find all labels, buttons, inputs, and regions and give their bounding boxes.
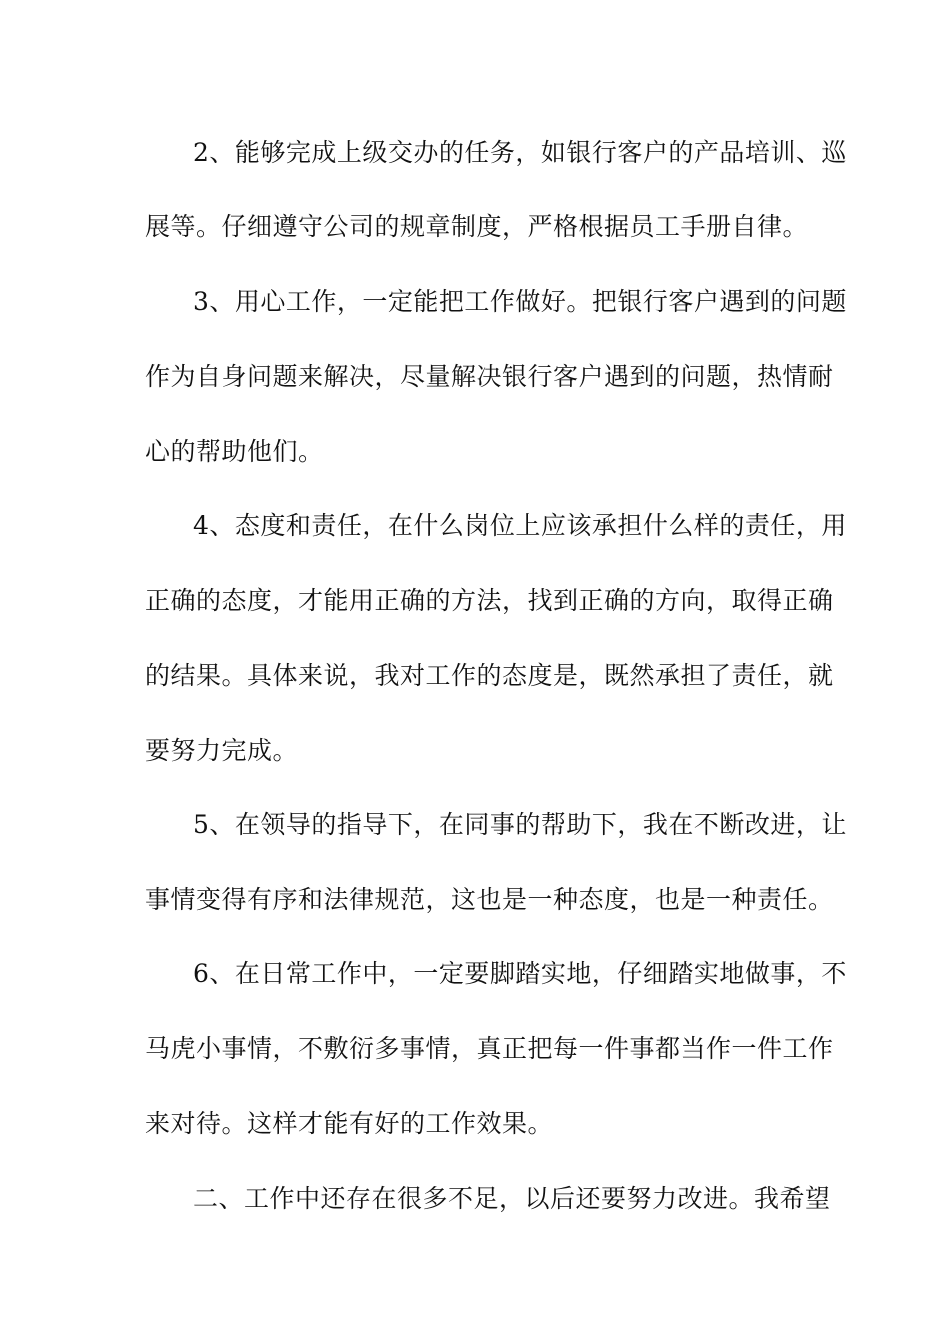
paragraph-line: 要努力完成。 [145,736,299,765]
paragraph-line: 马虎小事情，不敷衍多事情，真正把每一件事都当作一件工作 [145,1034,834,1063]
paragraph-line: 正确的态度，才能用正确的方法，找到正确的方向，取得正确 [145,586,834,615]
paragraph-line: 5、在领导的指导下，在同事的帮助下，我在不断改进，让 [193,810,847,839]
paragraph-line: 2、能够完成上级交办的任务，如银行客户的产品培训、巡 [193,138,847,167]
paragraph-line: 展等。仔细遵守公司的规章制度，严格根据员工手册自律。 [145,212,809,241]
paragraph-line: 4、态度和责任，在什么岗位上应该承担什么样的责任，用 [193,511,847,540]
paragraph-line: 来对待。这样才能有好的工作效果。 [145,1109,554,1138]
paragraph-line: 事情变得有序和法律规范，这也是一种态度，也是一种责任。 [145,885,834,914]
paragraph-line: 3、用心工作，一定能把工作做好。把银行客户遇到的问题 [193,287,847,316]
paragraph-line: 的结果。具体来说，我对工作的态度是，既然承担了责任，就 [145,661,834,690]
paragraph-line: 二、工作中还存在很多不足，以后还要努力改进。我希望 [193,1184,831,1213]
paragraph-line: 心的帮助他们。 [145,437,324,466]
paragraph-line: 作为自身问题来解决，尽量解决银行客户遇到的问题，热情耐 [145,362,834,391]
paragraph-line: 6、在日常工作中，一定要脚踏实地，仔细踏实地做事，不 [193,959,847,988]
